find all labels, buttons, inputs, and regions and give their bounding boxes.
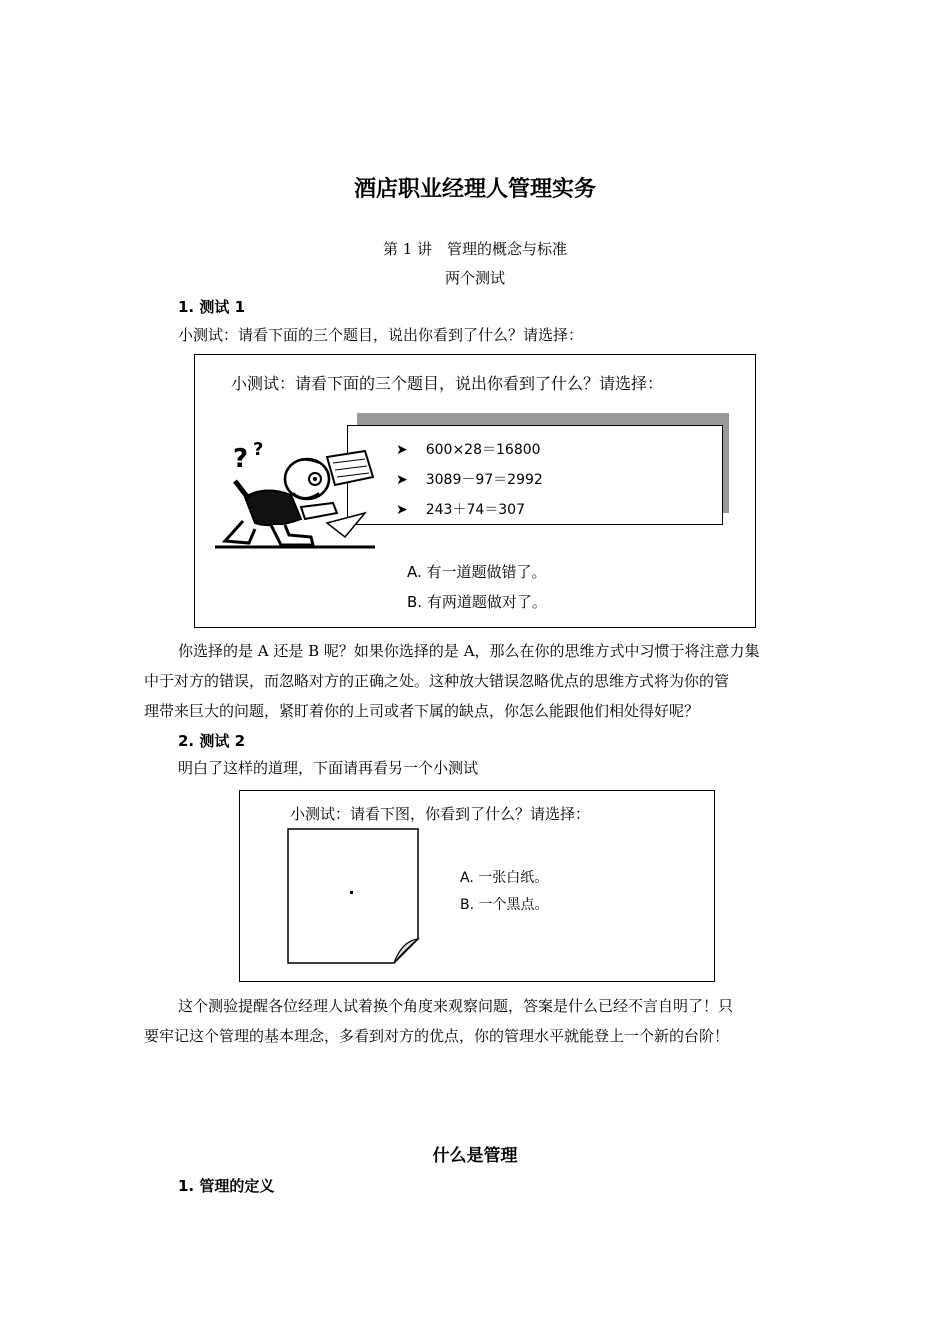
definition-heading: 1. 管理的定义 — [178, 1177, 275, 1195]
bullet-arrow-icon: ➤ — [396, 502, 408, 518]
bullet-arrow-icon: ➤ — [396, 472, 408, 488]
figure2-prompt: 小测试：请看下图，你看到了什么？请选择： — [290, 805, 591, 823]
section2-title: 什么是管理 — [432, 1146, 518, 1166]
test1-intro: 小测试：请看下面的三个题目，说出你看到了什么？请选择： — [178, 326, 584, 344]
blank-paper-icon — [286, 827, 422, 967]
test2-figure — [239, 790, 715, 982]
figure1-option-a: A. 有一道题做错了。 — [407, 563, 547, 581]
equation-text: 600×28＝16800 — [425, 442, 541, 458]
paragraph-line: 要牢记这个管理的基本理念，多看到对方的优点，你的管理水平就能登上一个新的台阶！ — [144, 1027, 730, 1045]
svg-text:?: ? — [233, 444, 249, 474]
paragraph-line: 理带来巨大的问题，紧盯着你的上司或者下属的缺点，你怎么能跟他们相处得好呢？ — [144, 702, 700, 720]
equation-text: 3089－97＝2992 — [425, 472, 543, 488]
black-dot-icon — [350, 891, 353, 894]
thinking-man-illustration-icon — [215, 437, 375, 553]
test2-heading: 2. 测试 2 — [178, 732, 246, 750]
equation-row — [396, 439, 541, 459]
test1-heading: 1. 测试 1 — [178, 298, 246, 316]
test2-intro: 明白了这样的道理，下面请再看另一个小测试 — [178, 759, 479, 777]
document-title: 酒店职业经理人管理实务 — [353, 177, 596, 202]
figure1-prompt: 小测试：请看下面的三个题目，说出你看到了什么？请选择： — [231, 374, 664, 393]
paragraph-line: 中于对方的错误，而忽略对方的正确之处。这种放大错误忽略优点的思维方式将为你的管 — [144, 672, 730, 690]
svg-text:?: ? — [253, 439, 264, 460]
figure1-option-b: B. 有两道题做对了。 — [407, 593, 547, 611]
equation-panel — [347, 425, 723, 525]
equation-row — [396, 499, 525, 519]
equation-text: 243＋74＝307 — [425, 502, 525, 518]
bullet-arrow-icon: ➤ — [396, 442, 408, 458]
figure2-option-a: A. 一张白纸。 — [460, 870, 549, 886]
paragraph-line: 这个测验提醒各位经理人试着换个角度来观察问题，答案是什么已经不言自明了！只 — [178, 997, 734, 1015]
test1-figure — [194, 354, 756, 628]
lecture-subtitle: 第 1 讲 管理的概念与标准 — [382, 240, 568, 258]
section-subtitle: 两个测试 — [444, 269, 505, 287]
figure2-option-b: B. 一个黑点。 — [460, 897, 549, 913]
equation-row — [396, 469, 543, 489]
paragraph-line: 你选择的是 A 还是 B 呢？如果你选择的是 A，那么在你的思维方式中习惯于将注意力集 — [178, 642, 760, 660]
